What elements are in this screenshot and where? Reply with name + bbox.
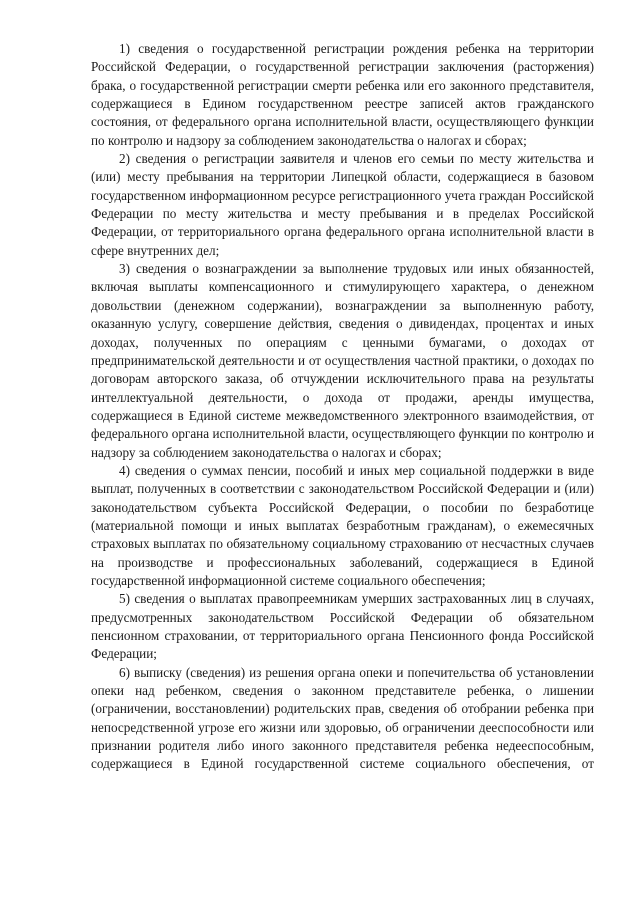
paragraph-5: 5) сведения о выплатах правопреемникам умерших застрахованных лиц в случаях, предусмотренных законодательством Российской Федерации об обязательном пенсионном страховании, от территориального органа Пенсионного фонда Российской Федерации;: [91, 591, 594, 662]
paragraph-6: 6) выписку (сведения) из решения органа опеки и попечительства об установлении опеки над ребенком, сведения о законном представителе ребенка, о лишении (ограничении, восстановлении) родительских прав, сведения об отобрании ребенка при непосредственной угрозе его жизни или здоровью, об ограничении дееспособности или признании родителя либо иного законного представителя ребенка недееспособным, содержащиеся в Единой государственной системе социального обеспечения, от: [91, 664, 594, 772]
paragraph-1: 1) сведения о государственной регистрации рождения ребенка на территории Российской Федерации, о государственной регистрации заключения (расторжения) брака, о государственной регистрации смерти ребенка или его законного представителя, содержащиеся в Едином государственном реестре записей актов гражданского состояния, от федерального органа исполнительной власти, осуществляющего функции по контролю и надзору за соблюдением законодательства о налогах и сборах;: [91, 41, 594, 148]
paragraph-2: 2) сведения о регистрации заявителя и членов его семьи по месту жительства и (или) месту пребывания на территории Липецкой области, содержащиеся в базовом государственном информационном ресурсе регистрационного учета граждан Российской Федерации по месту жительства и месту пребывания и в пределах Российской Федерации, от территориального органа федерального органа исполнительной власти в сфере внутренних дел;: [91, 151, 594, 258]
paragraph-3: 3) сведения о вознаграждении за выполнение трудовых или иных обязанностей, включая выплаты компенсационного и стимулирующего характера, о денежном довольствии (денежном содержании), вознаграждении за выполненную работу, оказанную услугу, совершение действия, сведения о дивидендах, процентах и иных доходах, полученных по операциям с ценными бумагами, о доходах от предпринимательской деятельности и от осуществления частной практики, о доходах по договорам авторского заказа, об отчуждении исключительного права на результаты интеллектуальной деятельности, о дохода от продажи, аренды имущества, содержащиеся в Единой системе межведомственного электронного взаимодействия, от федерального органа исполнительной власти, осуществляющего функции по контролю и надзору за соблюдением законодательства о налогах и сборах;: [91, 261, 594, 460]
document-body: [91, 40, 594, 774]
paragraph-4: 4) сведения о суммах пенсии, пособий и иных мер социальной поддержки в виде выплат, полученных в соответствии с законодательством Российской Федерации и (или) законодательством субъекта Российской Федерации, о пособии по безработице (материальной помощи и иных выплатах безработным гражданам), о ежемесячных страховых выплатах по обязательному социальному страхованию от несчастных случаев на производстве и профессиональных заболеваний, содержащиеся в Единой государственной информационной системе социального обеспечения;: [91, 462, 594, 588]
